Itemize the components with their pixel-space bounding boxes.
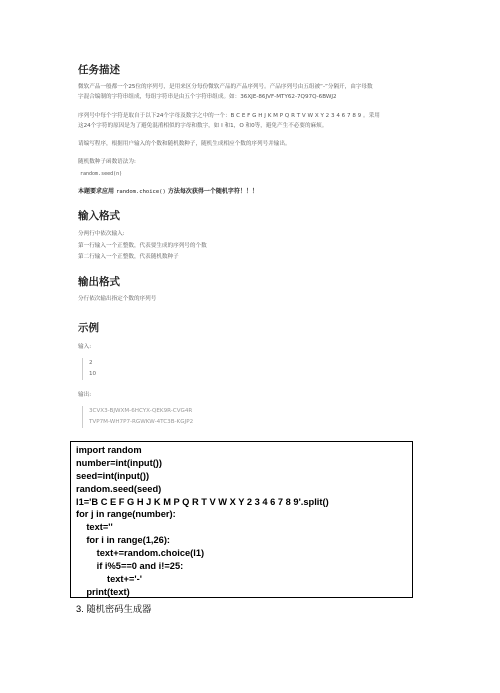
emphasis-note	[78, 186, 258, 195]
task-para2-line1: 序列号中每个字符是取自于以下24个字母及数字之中的一个：B C E F G H J K M P Q R T V W X Y 2 3 4 6 7 8 9 。采用	[78, 113, 380, 119]
output-format-heading: 输出格式	[78, 276, 120, 288]
code-line: text+=random.choice(l1)	[76, 548, 205, 559]
code-line: import random	[76, 445, 142, 455]
example-input-value: 10	[89, 371, 97, 377]
code-line: seed=int(input())	[76, 470, 150, 481]
solution-code-box	[70, 441, 413, 598]
example-heading: 示例	[78, 322, 99, 334]
task-heading: 任务描述	[78, 64, 120, 76]
task-para2-line2: 这24个字符的原因是为了避免混淆相似的字母和数字，如 I 和1，O 和0等，避免产生不必要的麻烦。	[78, 123, 328, 129]
task-para3: 请编写程序，根据用户输入的个数和随机数种子，随机生成相应个数的序列号并输出。	[78, 141, 291, 147]
input-format-line1: 分两行中依次输入:	[78, 231, 125, 237]
code-line: number=int(input())	[76, 457, 162, 468]
emphasis-suffix: 方法每次获得一个随机字符！！！	[165, 188, 258, 195]
example-input-value: 2	[89, 360, 93, 366]
emphasis-prefix: 本题要求应用	[78, 188, 117, 195]
task-para1-line2: 字混合编制的字符串组成，每组字符串是由五个字符串组成。如：36XJE-86JVF-MTY62-7Q97Q-6BWJ2	[78, 94, 337, 100]
task-para1-line1: 微软产品一般都一个25位的序列号，是用来区分每份微软产品的产品序列号。产品序列号由五组被“-”分隔开，由字母数	[78, 84, 373, 90]
output-format-line1: 分行依次输出指定个数的序列号	[78, 296, 157, 302]
code-line: l1='B C E F G H J K M P Q R T V W X Y 2 3 4 6 7 8 9'.split()	[76, 496, 329, 507]
code-line: random.seed(seed)	[76, 483, 162, 494]
code-line: text+='-'	[76, 573, 142, 584]
code-line: for i in range(1,26):	[76, 535, 171, 546]
code-line: if i%5==0 and i!=25:	[76, 561, 184, 572]
code-line: text=''	[76, 522, 113, 533]
task-para4: 随机数种子函数语法为:	[78, 159, 136, 165]
code-line: for j in range(number):	[76, 509, 176, 520]
emphasis-code: random.choice()	[116, 189, 166, 195]
input-format-heading: 输入格式	[78, 210, 120, 222]
next-section-title: 3. 随机密码生成器	[76, 604, 152, 614]
input-format-line2: 第一行输入一个正整数，代表要生成的序列号的个数	[78, 243, 207, 249]
example-output-block	[82, 406, 193, 428]
code-line: print(text)	[76, 586, 130, 597]
example-input-label: 输入:	[78, 344, 92, 350]
example-input-block	[82, 358, 96, 380]
input-format-line3: 第二行输入一个正整数，代表随机数种子	[78, 254, 179, 260]
example-output-value: TVP7M-WH7P7-RGWKW-4TC3B-KGJP2	[89, 419, 194, 425]
example-output-value: 3CVX3-BJWXM-6HCYX-QEK9R-CVG4R	[89, 408, 193, 414]
example-output-label: 输出:	[78, 392, 92, 398]
seed-code-snippet: random.seed(n)	[80, 171, 123, 177]
